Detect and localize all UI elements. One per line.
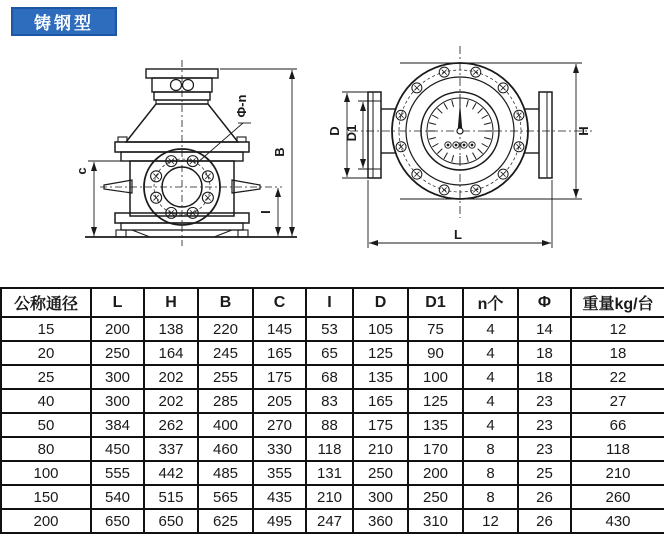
dial-needle (458, 102, 463, 131)
table-cell: 200 (1, 509, 91, 533)
table-cell: 285 (198, 389, 253, 413)
table-cell: 202 (144, 389, 198, 413)
table-cell: 50 (1, 413, 91, 437)
table-cell: 220 (198, 317, 253, 341)
table-cell: 262 (144, 413, 198, 437)
bolt-callout-label: Φ-n (234, 94, 249, 118)
table-header-cell: n个 (463, 288, 518, 317)
dim-D-label: D (327, 126, 342, 136)
table-cell: 4 (463, 389, 518, 413)
table-cell: 125 (408, 389, 463, 413)
table-header-cell: C (253, 288, 306, 317)
table-cell: 435 (253, 485, 306, 509)
table-cell: 23 (518, 437, 571, 461)
table-cell: 384 (91, 413, 144, 437)
table-header-cell: L (91, 288, 144, 317)
table-cell: 15 (1, 317, 91, 341)
bolt-callout-leader (197, 123, 243, 163)
table-header-cell: 公称通径 (1, 288, 91, 317)
table-cell: 118 (571, 437, 664, 461)
table-cell: 75 (408, 317, 463, 341)
table-cell: 40 (1, 389, 91, 413)
table-cell: 26 (518, 485, 571, 509)
table-cell: 255 (198, 365, 253, 389)
table-cell: 4 (463, 365, 518, 389)
table-cell: 650 (144, 509, 198, 533)
table-cell: 625 (198, 509, 253, 533)
dim-D1-label: D1 (344, 124, 359, 142)
table-cell: 138 (144, 317, 198, 341)
right-pipe-flange (539, 92, 552, 178)
front-view (74, 60, 297, 246)
table-header-cell: 重量kg/台 (571, 288, 664, 317)
table-cell: 20 (1, 341, 91, 365)
table-cell: 14 (518, 317, 571, 341)
table-cell: 66 (571, 413, 664, 437)
table-cell: 260 (571, 485, 664, 509)
table-cell: 68 (306, 365, 353, 389)
dial-hub (457, 128, 463, 134)
table-cell: 100 (1, 461, 91, 485)
table-cell: 200 (91, 317, 144, 341)
table-cell: 118 (306, 437, 353, 461)
table-cell: 53 (306, 317, 353, 341)
table-cell: 245 (198, 341, 253, 365)
table-cell: 27 (571, 389, 664, 413)
table-cell: 18 (571, 341, 664, 365)
dim-c (88, 161, 128, 236)
dimension-spec-table (0, 287, 664, 534)
table-cell: 23 (518, 413, 571, 437)
table-cell: 337 (144, 437, 198, 461)
side-view (327, 46, 592, 248)
table-row (1, 365, 664, 389)
left-pipe-flange (368, 92, 381, 178)
table-row (1, 413, 664, 437)
table-cell: 135 (353, 365, 408, 389)
table-cell: 460 (198, 437, 253, 461)
table-cell: 135 (408, 413, 463, 437)
table-cell: 23 (518, 389, 571, 413)
table-cell: 565 (198, 485, 253, 509)
table-cell: 4 (463, 341, 518, 365)
table-cell: 205 (253, 389, 306, 413)
table-row (1, 341, 664, 365)
table-header-row (1, 288, 664, 317)
table-cell: 83 (306, 389, 353, 413)
base-slant-left (132, 230, 150, 237)
table-cell: 250 (91, 341, 144, 365)
table-cell: 210 (306, 485, 353, 509)
dim-c-label: c (74, 167, 89, 175)
section-title: 铸钢型 (34, 14, 94, 33)
table-cell: 8 (463, 437, 518, 461)
table-cell: 300 (91, 389, 144, 413)
table-cell: 25 (1, 365, 91, 389)
table-cell: 430 (571, 509, 664, 533)
table-body (1, 317, 664, 533)
table-cell: 300 (91, 365, 144, 389)
table-cell: 18 (518, 365, 571, 389)
table-header-cell: B (198, 288, 253, 317)
table-cell: 8 (463, 461, 518, 485)
base-slant-right (214, 230, 232, 237)
dim-H-label: H (576, 126, 591, 136)
table-cell: 540 (91, 485, 144, 509)
table-cell: 175 (253, 365, 306, 389)
dim-D1 (358, 101, 381, 169)
table-cell: 88 (306, 413, 353, 437)
table-row (1, 485, 664, 509)
table-row (1, 437, 664, 461)
table-cell: 25 (518, 461, 571, 485)
table-cell: 131 (306, 461, 353, 485)
table-cell: 170 (408, 437, 463, 461)
register-dial-left (171, 80, 182, 91)
table-cell: 442 (144, 461, 198, 485)
table-cell: 555 (91, 461, 144, 485)
table-cell: 202 (144, 365, 198, 389)
table-cell: 100 (408, 365, 463, 389)
table-cell: 164 (144, 341, 198, 365)
table-cell: 90 (408, 341, 463, 365)
table-cell: 515 (144, 485, 198, 509)
dim-L-label: L (454, 227, 462, 242)
table-cell: 247 (306, 509, 353, 533)
table-cell: 485 (198, 461, 253, 485)
table-cell: 270 (253, 413, 306, 437)
table-cell: 26 (518, 509, 571, 533)
table-cell: 125 (353, 341, 408, 365)
table-row (1, 509, 664, 533)
table-header-cell: H (144, 288, 198, 317)
table-cell: 310 (408, 509, 463, 533)
table-cell: 165 (253, 341, 306, 365)
dim-I-label: I (258, 210, 273, 214)
table-cell: 4 (463, 317, 518, 341)
right-lug (232, 180, 260, 193)
table-cell: 200 (408, 461, 463, 485)
table-header-cell: D (353, 288, 408, 317)
table-cell: 495 (253, 509, 306, 533)
table-cell: 150 (1, 485, 91, 509)
table-cell: 360 (353, 509, 408, 533)
table-cell: 210 (353, 437, 408, 461)
table-cell: 355 (253, 461, 306, 485)
table-cell: 250 (408, 485, 463, 509)
table-cell: 65 (306, 341, 353, 365)
table-row (1, 461, 664, 485)
table-cell: 300 (353, 485, 408, 509)
table-cell: 250 (353, 461, 408, 485)
left-foot (116, 230, 126, 237)
table-cell: 175 (353, 413, 408, 437)
table-cell: 18 (518, 341, 571, 365)
table-cell: 4 (463, 413, 518, 437)
table-row (1, 389, 664, 413)
table-cell: 165 (353, 389, 408, 413)
dim-B-label: B (272, 147, 287, 157)
table-cell: 22 (571, 365, 664, 389)
table-cell: 12 (571, 317, 664, 341)
table-cell: 145 (253, 317, 306, 341)
table-cell: 400 (198, 413, 253, 437)
table-cell: 80 (1, 437, 91, 461)
left-lug (104, 180, 132, 193)
table-header-cell: Φ (518, 288, 571, 317)
register-dial-right (183, 80, 194, 91)
table-head (1, 288, 664, 317)
table-row (1, 317, 664, 341)
table-cell: 450 (91, 437, 144, 461)
table-cell: 330 (253, 437, 306, 461)
table-cell: 650 (91, 509, 144, 533)
table-cell: 12 (463, 509, 518, 533)
right-foot (238, 230, 248, 237)
table-cell: 105 (353, 317, 408, 341)
table-cell: 210 (571, 461, 664, 485)
table-header-cell: D1 (408, 288, 463, 317)
table-cell: 8 (463, 485, 518, 509)
table-header-cell: I (306, 288, 353, 317)
